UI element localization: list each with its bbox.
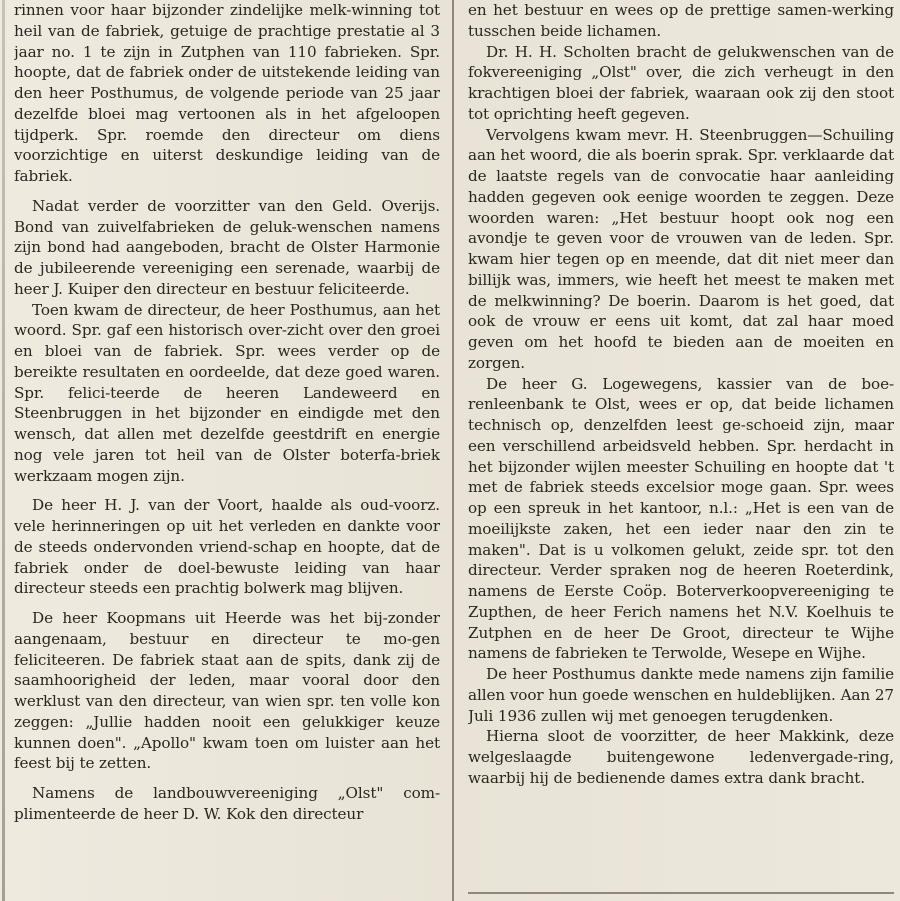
- right-column: [468, 0, 894, 901]
- paragraph-dairy-hygiene: rinnen voor haar bijzonder zindelijke melk-winning tot heil van de fabriek, getuige de prachtige prestatie al 3 jaar no. 1 te zijn in Zutphen van 110 fabrieken. Spr. hoopte, dat de fabriek onder de uitstekende leiding van den heer Posthumus, de volgende periode van 25 jaar dezelfde bloei mag vertoonen als in het afgeloopen tijdperk. Spr. roemde den directeur om diens voorzichtige en uiterst deskundige leiding van de fabriek.: [14, 1, 440, 185]
- column-divider: [452, 0, 454, 901]
- paragraph-bond-serenade: Nadat verder de voorzitter van den Geld. Overijs. Bond van zuivelfabrieken de geluk-wenschen namens zijn bond had aangeboden, bracht de Olster Harmonie de jubileerende vereeniging een serenade, waarbij de heer J. Kuiper den directeur en bestuur feliciteerde.: [14, 196, 440, 298]
- paragraph-director-speech: Toen kwam de directeur, de heer Posthumus, aan het woord. Spr. gaf een historisch over-zicht over den groei en bloei van de fabriek. Spr. wees verder op de bereikte resultaten en oordeelde, dat deze goed waren. Spr. felici-teerde de heeren Landeweerd en Steenbruggen in het bijzonder en eindigde met den wensch, dat allen met dezelfde geestdrift en energie nog vele jaren tot heil van de Olster boterfa-briek werkzaam mogen zijn.: [14, 300, 440, 485]
- paragraph-cooperation: en het bestuur en wees op de prettige samen-werking tusschen beide lichamen.: [468, 1, 894, 40]
- paragraph-van-der-voort: De heer H. J. van der Voort, haalde als oud-voorz. vele herinneringen op uit het verleden en dankte voor de steeds ondervonden vriend-schap en hoopte, dat de fabriek onder de doel-bewuste leiding van haar directeur steeds een prachtig bolwerk mag blijven.: [14, 496, 440, 598]
- paragraph-landbouwvereeniging: Namens de landbouwvereeniging „Olst" com-plimenteerde de heer D. W. Kok den directeur: [14, 784, 440, 823]
- paragraph-steenbruggen: Vervolgens kwam mevr. H. Steenbruggen—Schuiling aan het woord, die als boerin sprak. Spr. verklaarde dat de laatste regels van de convocatie haar aanleiding hadden gegeven ook eenige woorden te zeggen. Deze woorden waren: „Het bestuur hoopt ook nog een avondje te geven voor de vrouwen van de leden. Spr. kwam hier tegen op en meende, dat dit niet meer dan billijk was, immers, wie heeft het meest te maken met de melkwinning? De boerin. Daarom is het goed, dat ook de vrouw er eens uit komt, dat zal haar moed geven om het hoofd te bieden aan de moeiten en zorgen.: [468, 125, 894, 372]
- bottom-rule: [468, 892, 894, 894]
- page-edge: [2, 0, 5, 901]
- paragraph-scholten: Dr. H. H. Scholten bracht de gelukwenschen van de fokvereeniging „Olst" over, die zich verheugt in den krachtigen bloei der fabriek, waaraan ook zij den stoot tot oprichting heeft gegeven.: [468, 42, 894, 123]
- paragraph-closing: Hierna sloot de voorzitter, de heer Makkink, deze welgeslaagde buitengewone ledenvergade-ring, waarbij hij de bedienende dames extra dank bracht.: [468, 727, 894, 787]
- paragraph-logewegens: De heer G. Logewegens, kassier van de boe-renleenbank te Olst, wees er op, dat beide lichamen technisch op, denzelfden leest ge-schoeid zijn, maar een verschillend arbeidsveld hebben. Spr. herdacht in het bijzonder wijlen meester Schuiling en hoopte dat 't met de fabriek steeds excelsior moge gaan. Spr. wees op een spreuk in het kantoor, n.l.: „Het is een van de moeilijkste zaken, het een ieder naar den zin te maken". Dat is u volkomen gelukt, zeide spr. tot den directeur. Verder spraken nog de heeren Roeterdink, namens de Eerste Coöp. Boterverkoopvereeniging te Zupthen, de heer Ferich namens het N.V. Koelhuis te Zutphen en de heer De Groot, directeur te Wijhe namens de fabrieken te Terwolde, Wesepe en Wijhe.: [468, 374, 894, 663]
- paragraph-koopmans: De heer Koopmans uit Heerde was het bij-zonder aangenaam, bestuur en directeur te mo-gen feliciteeren. De fabriek staat aan de spits, dank zij de saamhoorigheid der leden, maar vooral door den werklust van den directeur, van wien spr. ten volle kon zeggen: „Jullie hadden nooit een gelukkiger keuze kunnen doen". „Apollo" kwam toen om luister aan het feest bij te zetten.: [14, 609, 440, 773]
- paragraph-posthumus-thanks: De heer Posthumus dankte mede namens zijn familie allen voor hun goede wenschen en huldeblijken. Aan 27 Juli 1936 zullen wij met genoegen terugdenken.: [468, 665, 894, 725]
- left-column: [14, 0, 440, 901]
